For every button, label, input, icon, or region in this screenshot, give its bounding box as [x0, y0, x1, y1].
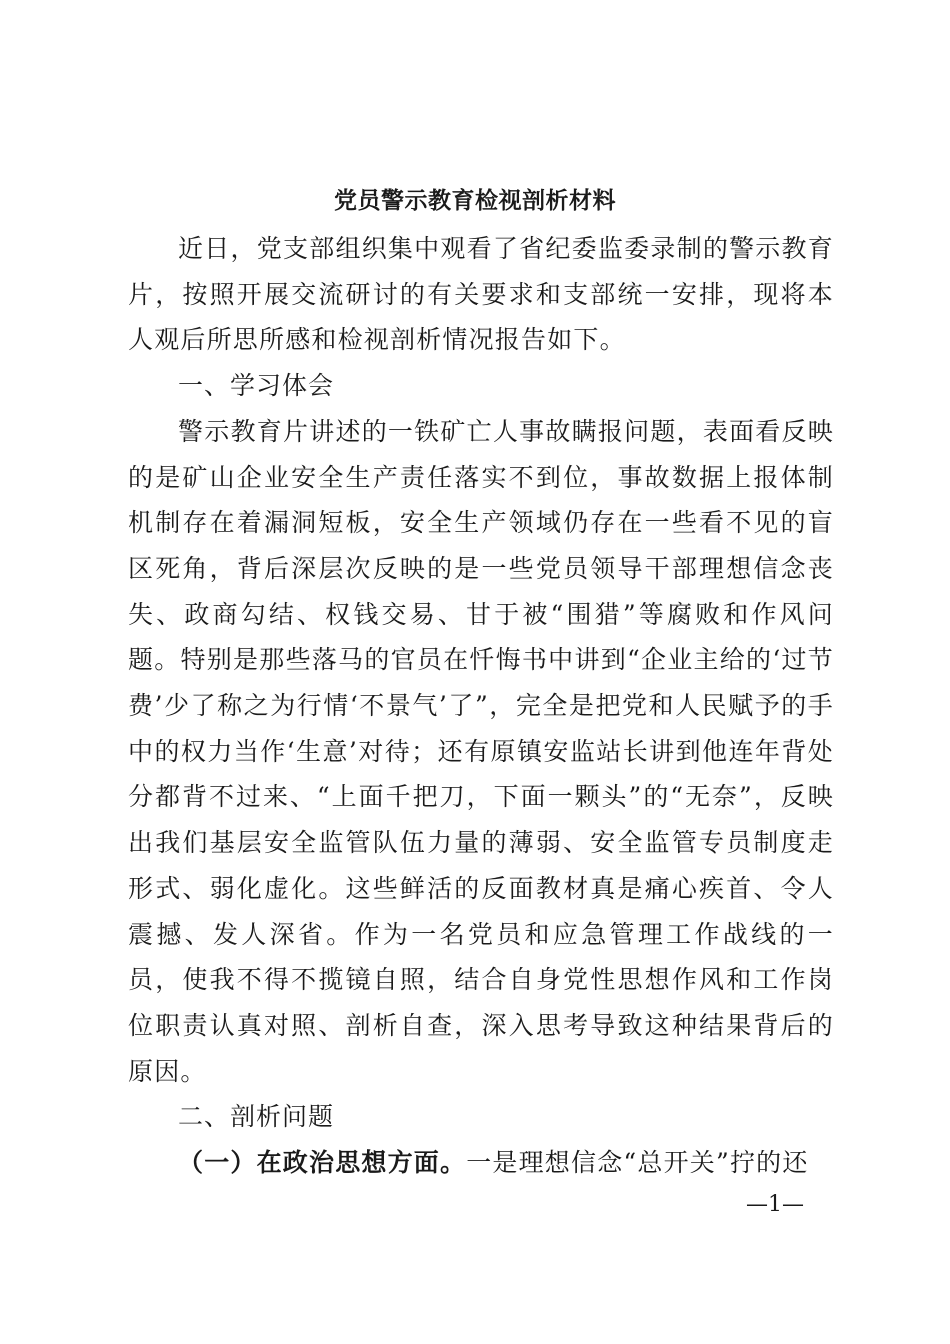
study-paragraph: 警示教育片讲述的一铁矿亡人事故瞒报问题，表面看反映的是矿山企业安全生产责任落实不到位，事故数据上报体制机制存在着漏洞短板，安全生产领域仍存在一些看不见的盲区死角，背后深层次反映的是一些党员领导干部理想信念丧失、政商勾结、权钱交易、甘于被“围猎”等腐败和作风问题。特别是那些落马的官员在忏悔书中讲到“企业主给的‘过节费’少了称之为行情‘不景气’了”，完全是把党和人民赋予的手中的权力当作‘生意’对待；还有原镇安监站长讲到他连年背处分都背不过来、“上面千把刀，下面一颗头”的“无奈”，反映出我们基层安全监管队伍力量的薄弱、安全监管专员制度走形式、弱化虚化。这些鲜活的反面教材真是痛心疾首、令人震撼、发人深省。作为一名党员和应急管理工作战线的一员，使我不得不揽镜自照，结合自身党性思想作风和工作岗位职责认真对照、剖析自查，深入思考导致这种结果背后的原因。: [128, 416, 834, 1086]
section-heading-analysis: 二、剖析问题: [178, 1102, 335, 1132]
page-number: —1—: [746, 1192, 804, 1217]
document-title: 党员警示教育检视剖析材料: [334, 188, 616, 214]
subsection-label: （一）在政治思想方面。: [178, 1148, 467, 1178]
subsection-text: 一是理想信念“总开关”拧的还: [466, 1148, 809, 1178]
section-heading-study: 一、学习体会: [178, 371, 335, 401]
intro-paragraph: 近日，党支部组织集中观看了省纪委监委录制的警示教育片，按照开展交流研讨的有关要求和支部统一安排，现将本人观后所思所感和检视剖析情况报告如下。: [128, 234, 834, 355]
political-thought-paragraph: [128, 1140, 834, 1186]
document-body: [128, 226, 834, 1186]
